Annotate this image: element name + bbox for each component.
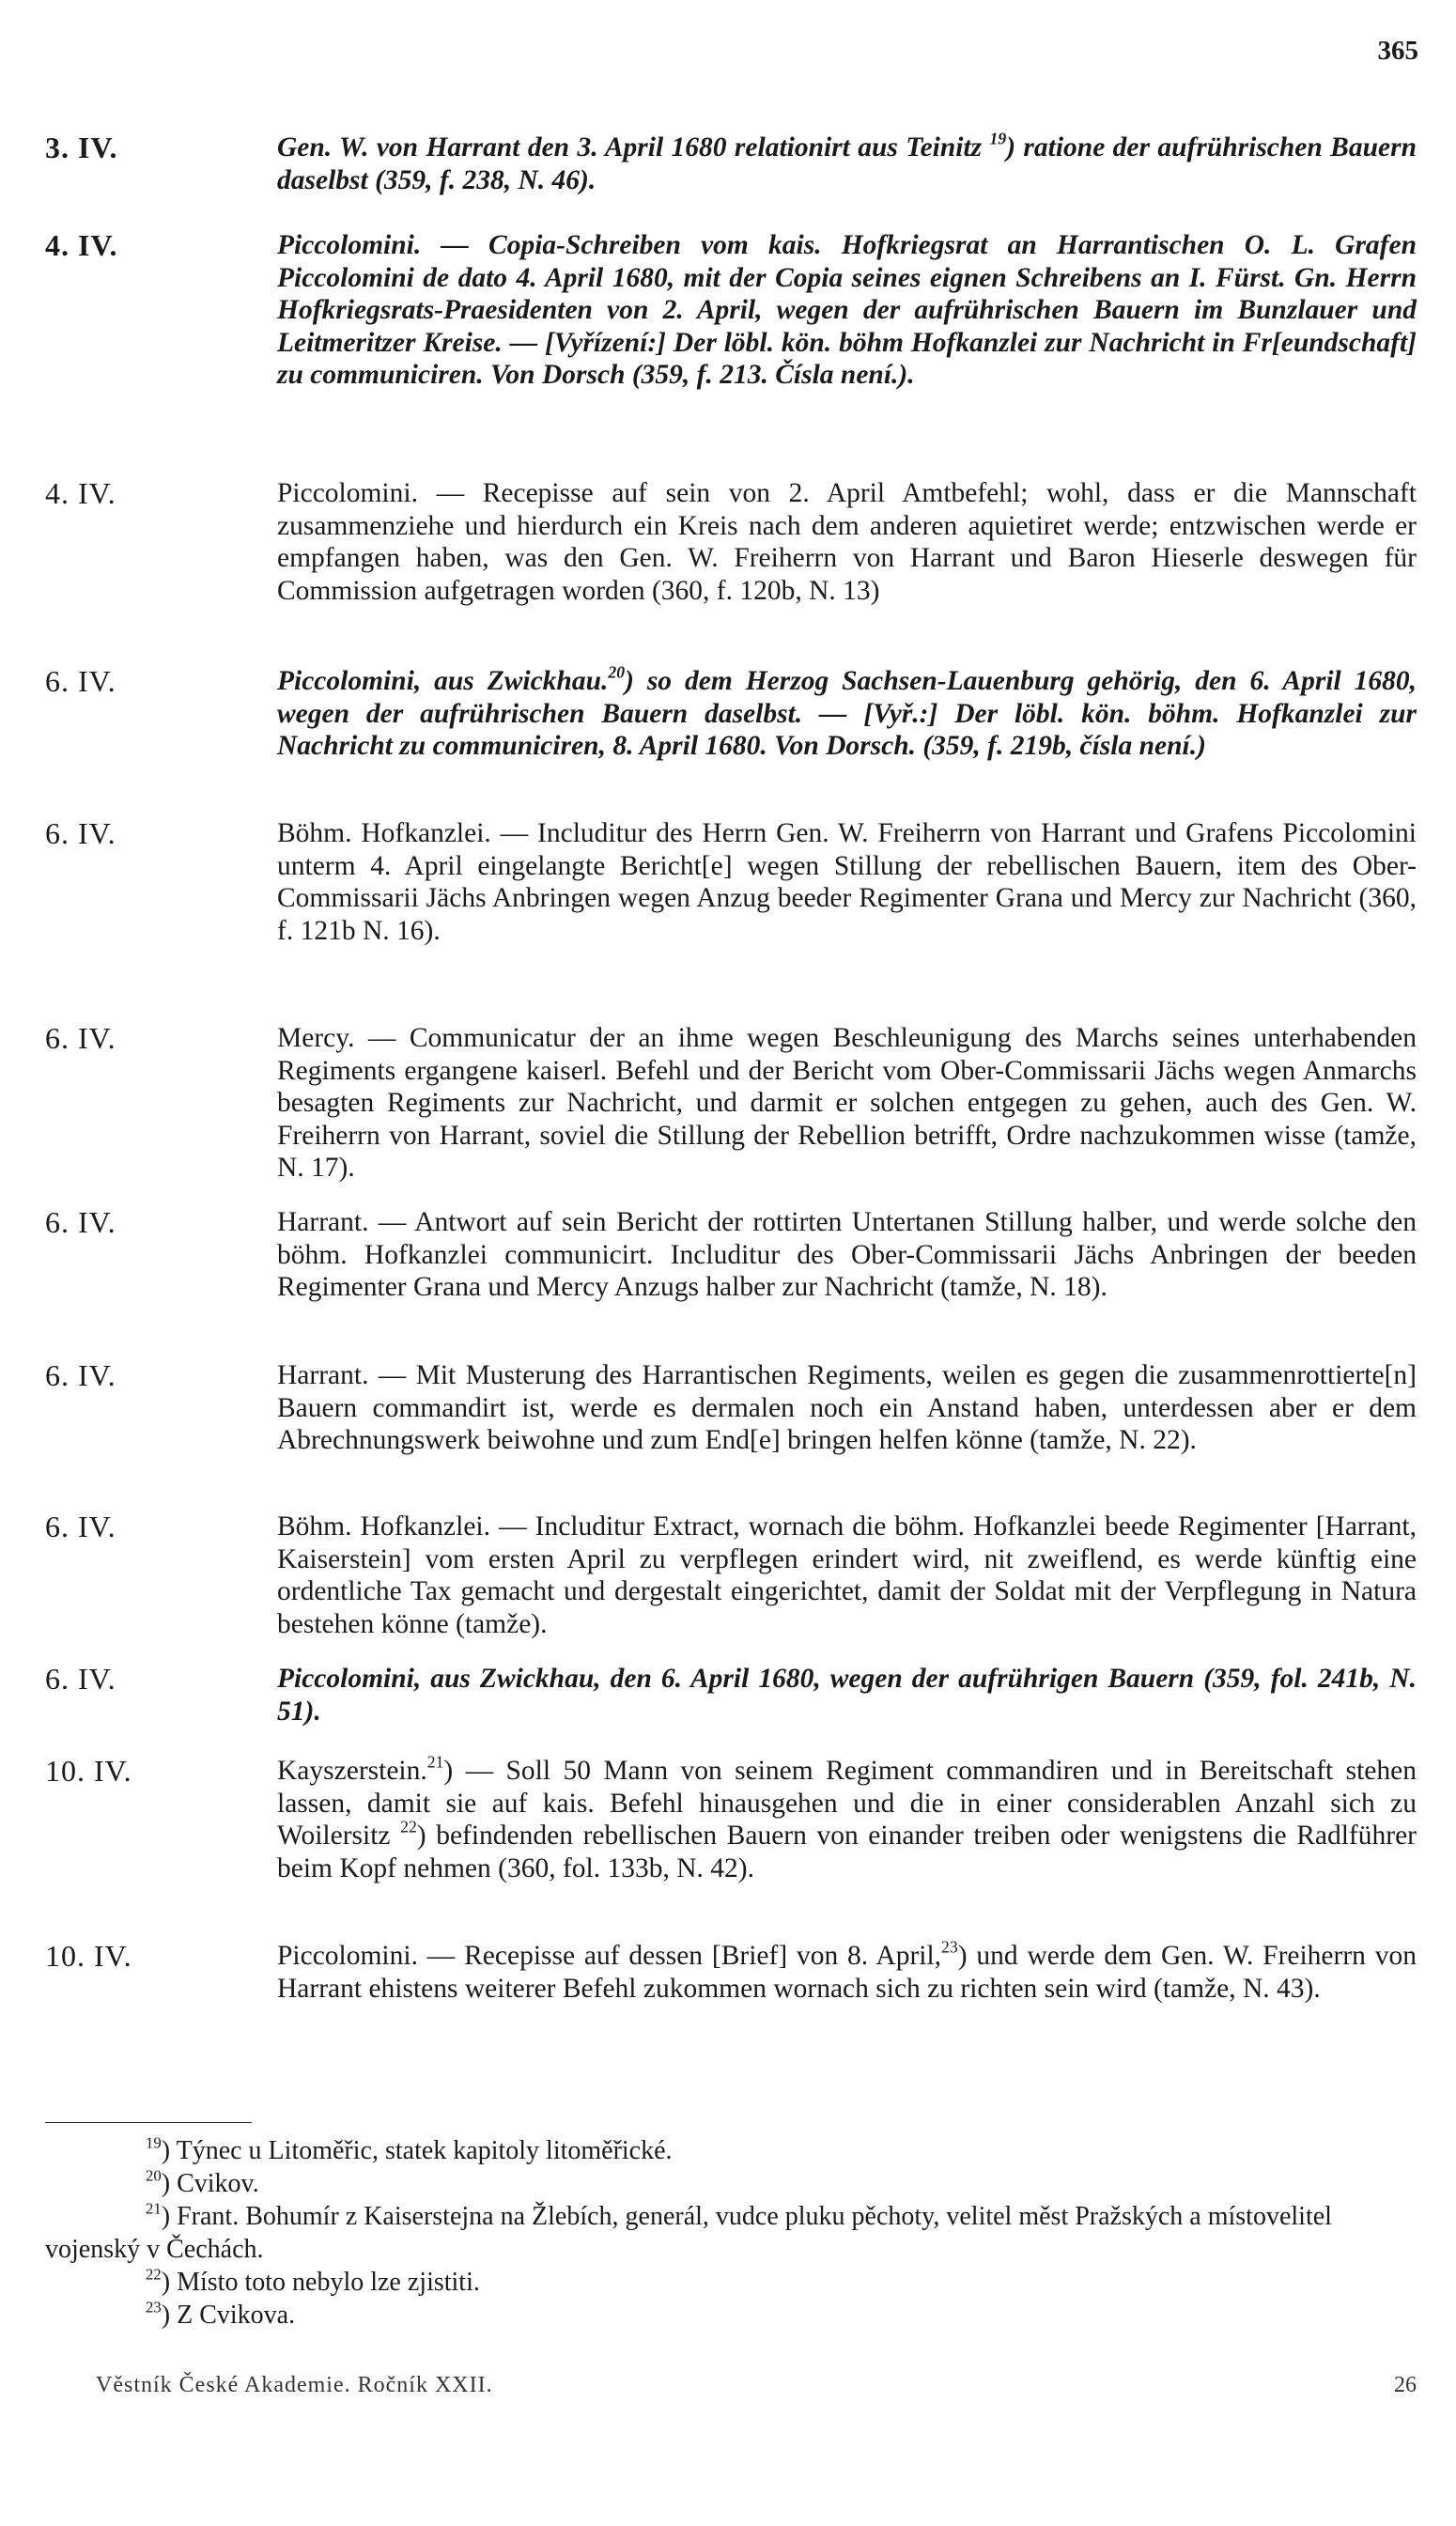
footnote-text: ) Z Cvikova. [161,2301,296,2330]
footnote [45,2299,1417,2332]
entry-date: 6. IV. [45,1510,116,1543]
entry-text-part: ) und werde dem Gen. W. Freiherrn von Harrant ehistens weiterer Befehl zukommen wornach sich zu richten sein wird (tamže, N. 43). [277,1941,1417,2004]
footnote-divider [45,2122,252,2123]
sheet-number: 26 [1394,2373,1417,2397]
footnote-ref: 21 [426,1752,444,1772]
entry-date: 10. IV. [45,1939,132,1973]
footnote-text: ) Místo toto nebylo lze zjistiti. [161,2268,480,2297]
entry-text [277,1937,1417,2005]
footnote-ref: 22 [400,1817,417,1836]
entry-text-part: Böhm. Hofkanzlei. — Includitur Extract, wornach die böhm. Hofkanzlei beede Regimenter [Harrant, Kaiserstein] vom ersten April zu verpflegen erindert wird, nit zweiflend, es werde künftig eine ordentliche Tax gemacht und dergestalt eingerichtet, damit der Soldat mit der Verpflegung in Natura bestehen könne (tamže). [277,1511,1417,1639]
entry-date: 6. IV. [45,664,116,698]
footnote [45,2266,1417,2299]
footnote-text: ) Týnec u Litoměřic, statek kapitoly litoměřické. [161,2136,673,2165]
entry-text [277,817,1417,947]
entry-date: 3. IV. [45,131,118,164]
entry-text [277,129,1417,196]
register-entry [0,1511,1456,1640]
entry-date: 6. IV. [45,816,116,850]
footnote-mark: 21 [146,2199,162,2218]
entry-text-part: Piccolomini. — Copia-Schreiben vom kais. Hofkriegsrat an Harrantischen O. L. Grafen Piccolomini de dato 4. April 1680, mit der Copia seines eignen Schreibens an I. Fürst. Gn. Herrn Hofkriegsrats-Praesidenten von 2. April, wegen der aufrührischen Bauern im Bunzlauer und Leitmeritzer Kreise. — [Vyřízení:] Der löbl. kön. böhm Hofkanzlei zur Nachricht in Fr[eundschaft] zu communiciren. Von Dorsch (359, f. 213. Čísla není.). [277,230,1417,390]
page-number: 365 [1377,36,1418,66]
entry-text-part: Gen. W. von Harrant den 3. April 1680 relationirt aus Teinitz [277,132,990,163]
entry-text [277,477,1417,607]
register-entry [0,1752,1456,1884]
entry-date: 10. IV. [45,1754,132,1788]
entry-text-part: Piccolomini, aus Zwickhau, den 6. April 1680, wegen der aufrührigen Bauern (359, fol. 241b, N. 51). [277,1664,1417,1727]
footnote-mark: 20 [146,2166,162,2185]
entry-text-part: Kayszerstein. [277,1756,427,1786]
register-entry [0,817,1456,947]
footnote-mark: 19 [146,2133,162,2152]
register-entry [0,1022,1456,1185]
entry-text [277,1752,1417,1884]
entry-text [277,1359,1417,1457]
footnote [45,2134,1417,2167]
register-entry [0,129,1456,196]
entry-text [277,1511,1417,1640]
register-entry [0,1663,1456,1728]
footnote-ref: 19 [989,129,1007,148]
footnote-mark: 22 [146,2265,162,2284]
entry-text [277,1206,1417,1304]
entry-text [277,1022,1417,1185]
entry-text-part: Piccolomini. — Recepisse auf dessen [Brief] von 8. April, [277,1941,942,1971]
register-entry [0,477,1456,607]
register-entry [0,1937,1456,2005]
entry-text [277,662,1417,763]
journal-title: Věstník České Akademie. Ročník XXII. [96,2373,493,2397]
entry-text-part: Piccolomini. — Recepisse auf sein von 2. April Amtbefehl; wohl, dass er die Mannschaft zusammenziehe und hierdurch ein Kreis nach dem anderen aquietiret werde; entzwischen werde er empfangen haben, was den Gen. W. Freiherrn von Harrant und Baron Hieserle deswegen für Commission aufgetragen worden (360, f. 120b, N. 13) [277,478,1417,606]
register-entry [0,1206,1456,1304]
entry-date: 6. IV. [45,1021,116,1055]
entry-text [277,1663,1417,1728]
register-entry [0,662,1456,763]
entry-text-part: ) so dem Herzog Sachsen-Lauenburg gehörig, den 6. April 1680, wegen der aufrührischen Bauern daselbst. — [Vyř.:] Der löbl. kön. böhm. Hofkanzlei zur Nachricht zu communiciren, 8. April 1680. Von Dorsch. (359, f. 219b, čísla není.) [277,666,1417,761]
entry-text-part: ) — Soll 50 Mann von seinem Regiment commandiren und in Bereitschaft stehen lassen, damit sie auf kais. Befehl hinausgehen und die in einer considerablen Anzahl sich zu Woilersitz [277,1756,1417,1851]
entry-text-part: ) ratione der aufrührischen Bauern daselbst (359, f. 238, N. 46). [277,132,1417,195]
footnote-ref: 20 [608,662,626,682]
footnote-mark: 23 [146,2298,162,2317]
footnote-ref: 23 [941,1937,958,1957]
footnote [45,2167,1417,2200]
entry-text-part: ) befindenden rebellischen Bauern von einander treiben oder wenigstens die Radlführer beim Kopf nehmen (360, fol. 133b, N. 42). [277,1821,1417,1883]
entry-text-part: Piccolomini, aus Zwickhau. [277,666,609,696]
entry-date: 4. IV. [45,476,116,510]
entry-date: 6. IV. [45,1358,116,1392]
entry-text-part: Mercy. — Communicatur der an ihme wegen Beschleunigung des Marchs seines unterhabenden Regiments ergangene kaiserl. Befehl und der Bericht vom Ober-Commissarii Jächs wegen Anmarchs besagten Regiments zur Nachricht, und darmit er solchen entgegen zu gehen, auch des Gen. W. Freiherrn von Harrant, soviel die Stillung der Rebellion betrifft, Ordre nachzukommen wisse (tamže, N. 17). [277,1023,1417,1183]
footnote-text: ) Cvikov. [161,2169,259,2198]
entry-text-part: Böhm. Hofkanzlei. — Includitur des Herrn Gen. W. Freiherrn von Harrant und Grafens Piccolomini unterm 4. April eingelangte Bericht[e] wegen Stillung der rebellischen Bauern, item des Ober-Commissarii Jächs Anbringen wegen Anzug beeder Regimenter Grana und Mercy zur Nachricht (360, f. 121b N. 16). [277,818,1417,946]
entry-text-part: Harrant. — Antwort auf sein Bericht der rottirten Untertanen Stillung halber, und werde solche den böhm. Hofkanzlei communicirt. Includitur des Ober-Commissarii Jächs Anbringen der beeden Regimenter Grana und Mercy Anzugs halber zur Nachricht (tamže, N. 18). [277,1207,1417,1302]
footnotes [45,2134,1417,2332]
entry-text [277,229,1417,392]
entry-date: 6. IV. [45,1205,116,1239]
register-entry [0,1359,1456,1457]
register-entry [0,229,1456,392]
entry-text-part: Harrant. — Mit Musterung des Harrantischen Regiments, weilen es gegen die zusammenrottierte[n] Bauern commandirt ist, werde es dermalen noch ein Anstand haben, unterdessen aber er dem Abrechnungswerk beiwohne und zum End[e] bringen helfen könne (tamže, N. 22). [277,1360,1417,1455]
entry-date: 4. IV. [45,228,118,262]
footnote [45,2200,1417,2266]
entry-date: 6. IV. [45,1662,116,1696]
footnote-text: ) Frant. Bohumír z Kaiserstejna na Žlebích, generál, vudce pluku pěchoty, velitel měst Pražských a místovelitel vojenský v Čechách. [45,2202,1332,2264]
